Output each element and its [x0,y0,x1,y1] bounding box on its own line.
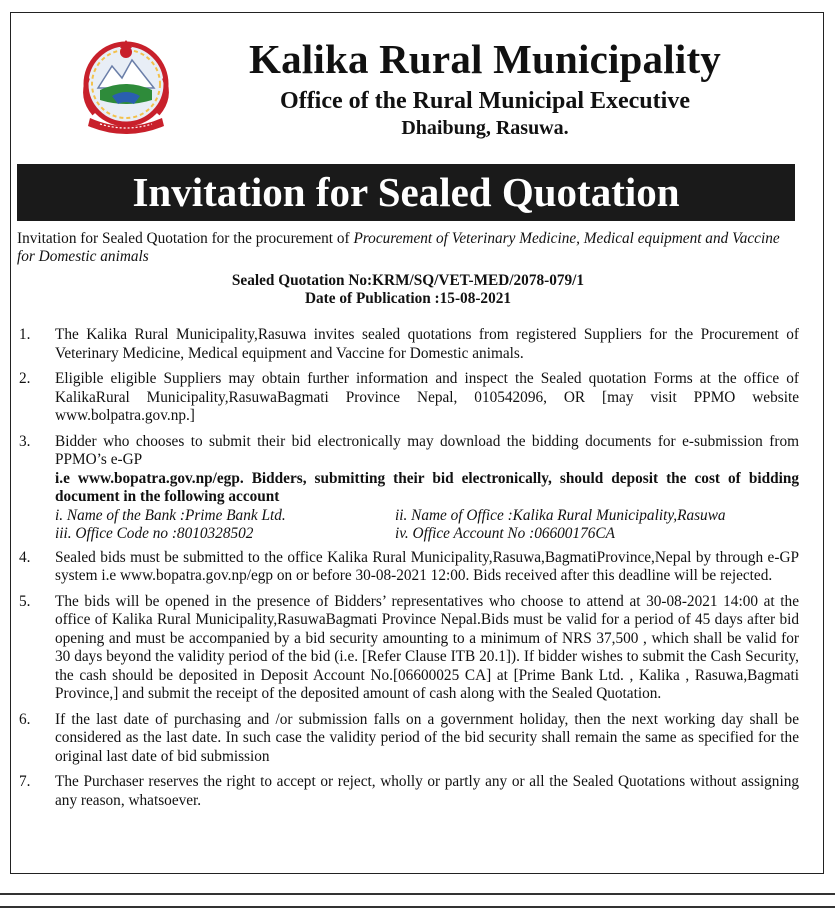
publication-date: Date of Publication :15-08-2021 [304,290,512,307]
list-item [17,593,799,704]
list-item [17,326,799,363]
item-text: The Kalika Rural Municipality,Rasuwa invites sealed quotations from registered Suppliers for the Procurement of Veterinary Medicine, Medical equipment and Vaccine for Domestic animals. [55,326,799,362]
item-text: The Purchaser reserves the right to accept or reject, wholly or partly any or all the Sealed Quotations without assigning any reason, whatsoever. [55,773,799,809]
municipality-title: Kalika Rural Municipality [249,36,721,82]
bottom-divider [0,906,835,908]
item-number: 4. [19,548,31,566]
list-item [17,433,799,544]
office-subtitle: Office of the Rural Municipal Executive [280,88,690,114]
item-text: The bids will be opened in the presence of Bidders’ representatives who choose to attend at 30-08-2021 14:00 at the office of Kalika Rural Municipality,RasuwaBagmati Province Nepal.Bids must be valid for a period of 45 days after bid opening and must be accompanied by a bid security amounting to a minimum of NRS 37,500 , which shall be valid for 30 days beyond the validity period of the bid (i.e. [Refer Clause ITB 20.1]). If bidder wishes to submit the Cash Security, the cash should be deposited in Deposit Account No.[06600025 CA] at [Prime Bank Ltd. , Kalika , Rasuwa,Bagmati Province,] and submit the receipt of the deposited amount of cash along with the Sealed Quotation. [55,592,799,702]
item-number: 6. [19,710,31,728]
intro-subject: Procurement of Veterinary Medicine, Medical equipment and Vaccine for Domestic animals [17,230,780,265]
nepal-emblem-icon [70,38,182,140]
intro-prefix: Invitation for Sealed Quotation for the procurement of [17,230,354,247]
item-number: 7. [19,773,31,790]
bottom-divider [0,893,835,895]
item-number: 3. [19,432,31,450]
item-text: Eligible eligible Suppliers may obtain further information and inspect the Sealed quotation Forms at the office of KalikaRural Municipality,RasuwaBagmati Province Nepal, 010542096, OR [may visit PPMO website www.bolpatra.gov.np.] [55,370,799,424]
item-number: 1. [19,326,31,343]
item-text: Bidder who chooses to submit their bid electronically may download the bidding documents for e-submission from PPMO’s e-GP [55,432,799,468]
office-address: Dhaibung, Rasuwa. [401,117,569,139]
item-bold-text: i.e www.bopatra.gov.np/egp. Bidders, submitting their bid electronically, should deposit the cost of bidding document in the following account [55,469,799,505]
list-item [17,370,799,426]
list-item [17,549,799,586]
office-code: iii. Office Code no :8010328502 [55,525,254,542]
bank-name: i. Name of the Bank :Prime Bank Ltd. [55,506,286,524]
item-number: 2. [19,370,31,387]
list-item [17,711,799,767]
office-account: iv. Office Account No :06600176CA [395,525,615,542]
notice-items [17,326,799,817]
notice-banner: Invitation for Sealed Quotation [17,164,795,221]
list-item [17,773,799,810]
item-number: 5. [19,592,31,610]
intro-paragraph [17,230,799,265]
office-name: ii. Name of Office :Kalika Rural Municipality,Rasuwa [395,506,726,524]
bank-details [55,507,799,544]
item-text: Sealed bids must be submitted to the office Kalika Rural Municipality,Rasuwa,BagmatiProvince,Nepal by through e-GP system i.e www.bopatra.gov.np/egp on or before 30-08-2021 12:00. Bids received after this deadline will be rejected. [55,548,799,584]
quotation-number: Sealed Quotation No:KRM/SQ/VET-MED/2078-079/1 [231,272,585,289]
item-text: If the last date of purchasing and /or submission falls on a government holiday, then the next working day shall be considered as the last date. In such case the validity period of the bid security shall remain the same as specified for the original last date of bid submission [55,710,799,765]
